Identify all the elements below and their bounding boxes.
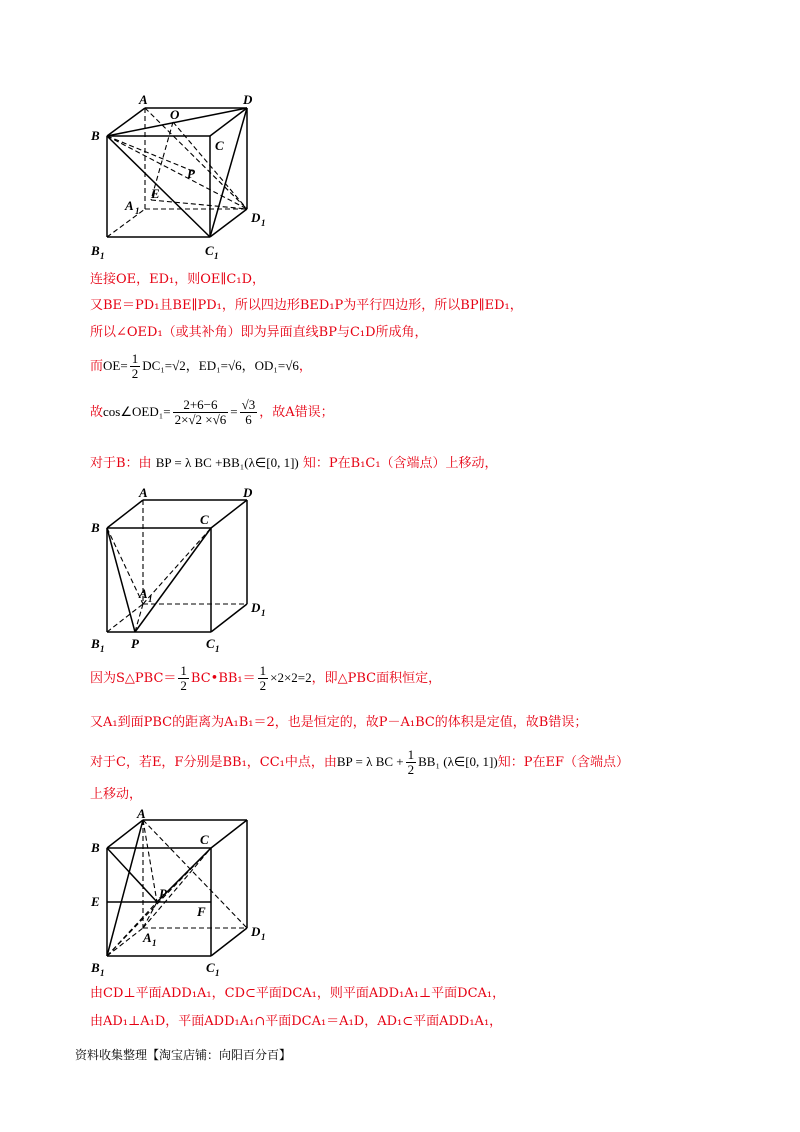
- svg-text:1: 1: [152, 938, 157, 948]
- label-A1: A: [143, 930, 152, 945]
- label-A: A: [139, 488, 148, 500]
- label-C: C: [200, 512, 209, 527]
- cube-figure-3: [85, 808, 285, 978]
- label-D: D: [243, 488, 253, 500]
- svg-text:1: 1: [215, 644, 220, 653]
- cube-figure-2: [85, 488, 285, 653]
- text-line-6: 对于B：由 BP = λ BC +BB₁(λ∈[0, 1]) 知：P在B₁C₁（含端点）上移动，: [90, 455, 498, 471]
- svg-text:1: 1: [100, 251, 105, 261]
- label-P: P: [131, 636, 139, 651]
- label-O: O: [170, 107, 180, 122]
- label-A1: A: [139, 586, 148, 601]
- label-C: C: [200, 832, 209, 847]
- label-E: E: [151, 186, 160, 201]
- label-A: A: [139, 92, 148, 107]
- label-E: E: [91, 894, 100, 909]
- label-F: F: [197, 904, 206, 919]
- cube-figure-1: [85, 92, 285, 267]
- svg-text:1: 1: [261, 932, 266, 942]
- label-C1: C: [206, 636, 215, 651]
- text-line-3: 所以∠OED₁（或其补角）即为异面直线BP与C₁D所成角，: [90, 325, 428, 340]
- label-C1: C: [206, 960, 215, 975]
- text-line-4: 而OE= $\frac{1}{2}$ DC₁=√2，ED₁=√6，OD₁=√6，: [90, 351, 312, 381]
- svg-text:1: 1: [135, 206, 140, 216]
- label-D1: D: [251, 210, 261, 225]
- svg-text:1: 1: [215, 968, 220, 978]
- label-B1: B: [91, 960, 100, 975]
- svg-text:1: 1: [261, 218, 266, 228]
- text-line-11: 由CD⊥平面ADD₁A₁，CD⊂平面DCA₁，则平面ADD₁A₁⊥平面DCA₁，: [90, 986, 506, 1001]
- footer-source: 资料收集整理【淘宝店铺：向阳百分百】: [75, 1048, 292, 1062]
- svg-text:1: 1: [100, 644, 105, 653]
- text-line-1: 连接OE，ED₁，则OE∥C₁D，: [90, 272, 266, 287]
- svg-text:1: 1: [148, 594, 153, 604]
- text-line-5: 故cos∠OED₁= $\frac{2+6-6}{2\times√2 \times√6}$ = $\frac{√3}{6}$ ，故A错误；: [90, 397, 334, 427]
- label-C: C: [215, 138, 224, 153]
- label-A1: A: [125, 198, 134, 213]
- text-line-9: 对于C，若E，F分别是BB₁，CC₁中点，由BP = λ BC + $\frac{1}{2}$ BB₁ (λ∈[0, 1])知：P在EF（含端点）: [90, 747, 629, 777]
- svg-text:1: 1: [100, 968, 105, 978]
- label-B1: B: [91, 636, 100, 651]
- label-C1: C: [205, 243, 214, 258]
- text-line-8: 又A₁到面PBC的距离为A₁B₁＝2，也是恒定的，故P－A₁BC的体积是定值，故B错误；: [90, 715, 588, 730]
- svg-text:1: 1: [261, 608, 266, 618]
- text-line-12: 由AD₁⊥A₁D，平面ADD₁A₁∩平面DCA₁＝A₁D，AD₁⊂平面ADD₁A₁，: [90, 1014, 503, 1029]
- label-A: A: [137, 808, 146, 821]
- label-B1: B: [91, 243, 100, 258]
- label-B: B: [91, 840, 100, 855]
- text-line-7: 因为S△PBC＝ $\frac{1}{2}$ BC•BB₁＝ $\frac{1}{2}$ ×2×2=2，即△PBC面积恒定，: [90, 663, 442, 693]
- label-P: P: [159, 886, 167, 901]
- label-D: D: [243, 92, 253, 107]
- label-D1: D: [251, 600, 261, 615]
- text-line-10: 上移动，: [90, 787, 143, 802]
- label-P: P: [187, 166, 195, 181]
- label-D1: D: [251, 924, 261, 939]
- svg-text:1: 1: [214, 251, 219, 261]
- label-B: B: [91, 128, 100, 143]
- text-line-2: 又BE＝PD₁且BE∥PD₁，所以四边形BED₁P为平行四边形，所以BP∥ED₁，: [90, 298, 523, 313]
- label-B: B: [91, 520, 100, 535]
